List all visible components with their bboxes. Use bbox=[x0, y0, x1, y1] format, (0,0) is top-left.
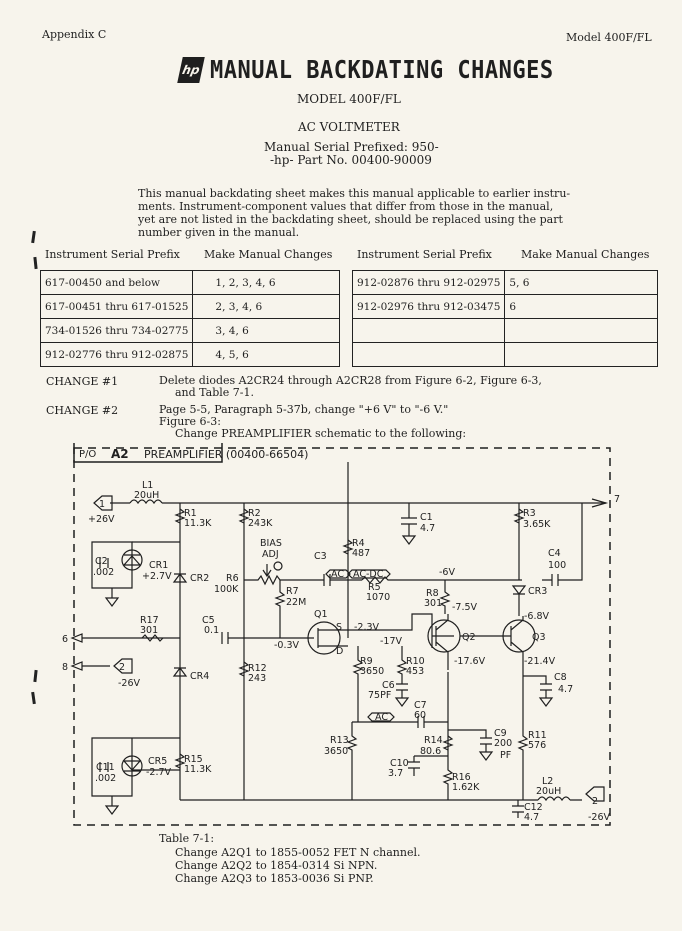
schematic-label-r7v: 22M bbox=[286, 597, 307, 608]
margin-mark bbox=[31, 692, 36, 704]
change-line: Change PREAMPLIFIER schematic to the following: bbox=[175, 427, 467, 440]
schematic-label-cr1v: +2.7V bbox=[142, 571, 172, 582]
table-row bbox=[353, 319, 658, 343]
part-number-line: -hp- Part No. 00400-90009 bbox=[270, 153, 432, 167]
change-line: Page 5-5, Paragraph 5-37b, change "+6 V" to "-6 V." bbox=[159, 403, 449, 416]
schematic-label-c1v: 4.7 bbox=[420, 523, 436, 534]
table-row bbox=[353, 271, 658, 295]
table-7-1-title: Table 7-1: bbox=[159, 832, 215, 845]
table-cell bbox=[353, 343, 505, 367]
schematic-label-r16: R16 bbox=[452, 772, 471, 783]
table-7-1-line: Change A2Q1 to 1855-0052 FET N channel. bbox=[175, 846, 421, 859]
schematic-label-m6v: -6V bbox=[439, 567, 455, 578]
schematic-label-adj: ADJ bbox=[262, 549, 279, 560]
schematic-label-c3: C3 bbox=[314, 551, 327, 562]
schematic-label-r16v: 1.62K bbox=[452, 782, 480, 793]
schematic-label-q3: Q3 bbox=[532, 632, 546, 643]
schematic-label-c9: C9 bbox=[494, 728, 507, 739]
right-table-col1-header: Instrument Serial Prefix bbox=[357, 248, 492, 261]
schematic-label-c7v: 60 bbox=[414, 710, 427, 721]
schematic-label-r6: R6 bbox=[226, 573, 239, 584]
change-line: and Table 7-1. bbox=[175, 386, 254, 399]
table-cell: 4, 5, 6 bbox=[193, 343, 340, 367]
schematic-label-cr3: CR3 bbox=[528, 586, 548, 597]
table-7-1-lines bbox=[175, 846, 421, 885]
change-2-text bbox=[159, 404, 466, 440]
schematic-label-r13: R13 bbox=[330, 735, 349, 746]
schematic-label-c12v: 4.7 bbox=[524, 812, 540, 823]
schematic-label-s: S bbox=[336, 622, 343, 633]
schematic-label-r15v: 11.3K bbox=[184, 764, 212, 775]
schematic-label-cr1: CR1 bbox=[149, 560, 169, 571]
schematic-label-r12v: 243 bbox=[248, 673, 267, 684]
model-line: MODEL 400F/FL bbox=[297, 92, 401, 106]
schematic-label-c5: C5 bbox=[202, 615, 215, 626]
schematic-label-r14: R14 bbox=[424, 735, 443, 746]
table-cell: 617-00450 and below bbox=[41, 271, 193, 295]
component-labels bbox=[62, 480, 620, 823]
schematic-label-ac2: AC bbox=[375, 712, 388, 723]
schematic-title bbox=[79, 447, 308, 461]
schematic-label-l2: L2 bbox=[542, 776, 554, 787]
intro-paragraph bbox=[138, 187, 570, 239]
schematic-label-m75: -7.5V bbox=[452, 602, 478, 613]
schematic-label-c6: C6 bbox=[382, 680, 395, 691]
schematic-label-c10: C10 bbox=[390, 758, 409, 769]
schematic-label-r5: R5 bbox=[368, 582, 381, 593]
schematic-label-bias: BIAS bbox=[260, 538, 282, 549]
schematic-label-r3v: 3.65K bbox=[523, 519, 551, 530]
board-ref-text: P/O bbox=[79, 449, 97, 460]
table-cell bbox=[505, 343, 658, 367]
table-row bbox=[41, 295, 340, 319]
schematic-label-n2b: 2 bbox=[592, 796, 599, 807]
change-2-label: CHANGE #2 bbox=[46, 404, 119, 417]
schematic-label-r10: R10 bbox=[406, 656, 425, 667]
schematic-label-r8: R8 bbox=[426, 588, 439, 599]
schematic-label-c12: C12 bbox=[524, 802, 543, 813]
schematic-label-c10v: 3.7 bbox=[388, 768, 404, 779]
margin-mark bbox=[31, 231, 36, 243]
schematic-label-m68: -6.8V bbox=[524, 611, 550, 622]
change-1-label: CHANGE #1 bbox=[46, 375, 119, 388]
schematic-label-cr5: CR5 bbox=[148, 756, 168, 767]
schematic-label-c4v: 100 bbox=[548, 560, 567, 571]
preamplifier-title: PREAMPLIFIER (00400-66504) bbox=[144, 448, 309, 461]
left-table-col2-header: Make Manual Changes bbox=[204, 248, 333, 261]
schematic-label-r12: R12 bbox=[248, 663, 267, 674]
board-id-text: A2 bbox=[111, 447, 129, 461]
table-cell bbox=[353, 319, 505, 343]
schematic-label-r3: R3 bbox=[523, 508, 536, 519]
appendix-label: Appendix C bbox=[42, 28, 107, 41]
table-cell: 912-02776 thru 912-02875 bbox=[41, 343, 193, 367]
schematic-label-m03: -0.3V bbox=[274, 640, 300, 651]
schematic-label-r1v: 11.3K bbox=[184, 518, 212, 529]
table-cell: 5, 6 bbox=[505, 271, 658, 295]
hp-logo bbox=[177, 57, 205, 83]
table-row bbox=[41, 271, 340, 295]
change-line: Delete diodes A2CR24 through A2CR28 from Figure 6-2, Figure 6-3, bbox=[159, 374, 542, 387]
schematic-label-pf: PF bbox=[500, 750, 512, 761]
schematic-label-c6v: 75PF bbox=[368, 690, 392, 701]
intro-line: This manual backdating sheet makes this manual applicable to earlier instru- bbox=[138, 187, 571, 200]
intro-line: yet are not listed in the backdating sheet, should be replaced using the part bbox=[138, 213, 563, 226]
schematic-label-c8v: 4.7 bbox=[558, 684, 574, 695]
schematic-label-r2: R2 bbox=[248, 508, 261, 519]
schematic-label-c7: C7 bbox=[414, 700, 427, 711]
instrument-name: AC VOLTMETER bbox=[298, 120, 400, 134]
change-1-text bbox=[159, 375, 542, 399]
schematic-label-r7: R7 bbox=[286, 586, 299, 597]
margin-mark bbox=[33, 670, 37, 682]
schematic-label-r9v: 3650 bbox=[360, 666, 385, 677]
schematic-label-r4v: 487 bbox=[352, 548, 371, 559]
schematic-label-r1: R1 bbox=[184, 508, 197, 519]
table-cell: 6 bbox=[505, 295, 658, 319]
left-serial-table bbox=[40, 270, 340, 367]
schematic-label-r4: R4 bbox=[352, 538, 365, 549]
schematic-label-c5v: 0.1 bbox=[204, 625, 220, 636]
schematic-label-ac1: AC bbox=[331, 569, 344, 580]
preamplifier-schematic bbox=[62, 440, 622, 835]
schematic-label-c8: C8 bbox=[554, 672, 567, 683]
schematic-label-m26a: -26V bbox=[118, 678, 141, 689]
schematic-label-cr2: CR2 bbox=[190, 573, 210, 584]
table-row bbox=[41, 343, 340, 367]
schematic-label-r2v: 243K bbox=[248, 518, 273, 529]
schematic-label-m26b: -26V bbox=[588, 812, 611, 823]
table-cell: 734-01526 thru 734-02775 bbox=[41, 319, 193, 343]
schematic-label-r9: R9 bbox=[360, 656, 373, 667]
intro-line: ments. Instrument-component values that differ from those in the manual, bbox=[138, 200, 554, 213]
schematic-label-r11: R11 bbox=[528, 730, 547, 741]
schematic-label-c2: C2 bbox=[95, 556, 108, 567]
schematic-label-n2a: 2 bbox=[119, 662, 126, 673]
schematic-label-c11: C11 bbox=[96, 762, 115, 773]
schematic-label-cr4: CR4 bbox=[190, 671, 210, 682]
schematic-label-r10v: 453 bbox=[406, 666, 425, 677]
schematic-label-m176: -17.6V bbox=[454, 656, 486, 667]
right-serial-table bbox=[352, 270, 658, 367]
schematic-label-acdc: AC-DC bbox=[353, 569, 384, 580]
schematic-label-r13v: 3650 bbox=[324, 746, 349, 757]
schematic-label-r8v: 301 bbox=[424, 598, 443, 609]
table-row bbox=[353, 295, 658, 319]
table-cell bbox=[505, 319, 658, 343]
schematic-label-m23: -2.3V bbox=[354, 622, 380, 633]
schematic-label-r6v: 100K bbox=[214, 584, 239, 595]
schematic-label-q1: Q1 bbox=[314, 609, 328, 620]
serial-prefix-line: Manual Serial Prefixed: 950- bbox=[264, 140, 439, 154]
schematic-label-m214: -21.4V bbox=[524, 656, 556, 667]
schematic-label-r14v: 80.6 bbox=[420, 746, 442, 757]
table-cell: 912-02876 thru 912-02975 bbox=[353, 271, 505, 295]
schematic-label-v26a: +26V bbox=[88, 514, 115, 525]
schematic-label-l1v: 20uH bbox=[134, 490, 160, 501]
schematic-label-c11v: .002 bbox=[95, 773, 117, 784]
model-reference: Model 400F/FL bbox=[566, 31, 652, 44]
schematic-label-r17: R17 bbox=[140, 615, 159, 626]
schematic-label-n7: 7 bbox=[614, 494, 621, 505]
right-table-col2-header: Make Manual Changes bbox=[521, 248, 650, 261]
left-table-col1-header: Instrument Serial Prefix bbox=[45, 248, 180, 261]
table-cell: 912-02976 thru 912-03475 bbox=[353, 295, 505, 319]
schematic-label-n6: 6 bbox=[62, 634, 69, 645]
margin-mark bbox=[33, 257, 37, 269]
change-line: Figure 6-3: bbox=[159, 415, 221, 428]
table-row bbox=[41, 319, 340, 343]
schematic-label-r15: R15 bbox=[184, 754, 203, 765]
schematic-label-c9v: 200 bbox=[494, 738, 513, 749]
table-cell: 1, 2, 3, 4, 6 bbox=[193, 271, 340, 295]
document-title: MANUAL BACKDATING CHANGES bbox=[210, 56, 554, 85]
schematic-label-r5v: 1070 bbox=[366, 592, 391, 603]
schematic-label-l2v: 20uH bbox=[536, 786, 562, 797]
schematic-label-l1: L1 bbox=[142, 480, 154, 491]
table-row bbox=[353, 343, 658, 367]
schematic-label-c4: C4 bbox=[548, 548, 561, 559]
schematic-label-q2: Q2 bbox=[462, 632, 476, 643]
table-7-1-line: Change A2Q3 to 1853-0036 Si PNP. bbox=[175, 872, 374, 885]
schematic-label-d: D bbox=[336, 646, 344, 657]
intro-line: number given in the manual. bbox=[138, 226, 300, 239]
table-cell: 617-00451 thru 617-01525 bbox=[41, 295, 193, 319]
schematic-label-n1: 1 bbox=[99, 499, 106, 510]
schematic-label-r17v: 301 bbox=[140, 625, 159, 636]
table-cell: 3, 4, 6 bbox=[193, 319, 340, 343]
schematic-label-m17: -17V bbox=[380, 636, 403, 647]
schematic-label-n8: 8 bbox=[62, 662, 69, 673]
schematic-label-c2v: .002 bbox=[93, 567, 115, 578]
table-cell: 2, 3, 4, 6 bbox=[193, 295, 340, 319]
hp-logo-text: hp bbox=[180, 63, 202, 77]
schematic-label-r11v: 576 bbox=[528, 740, 547, 751]
table-7-1-line: Change A2Q2 to 1854-0314 Si NPN. bbox=[175, 859, 378, 872]
schematic-label-c1: C1 bbox=[420, 512, 433, 523]
schematic-label-cr5v: -2.7V bbox=[146, 767, 172, 778]
